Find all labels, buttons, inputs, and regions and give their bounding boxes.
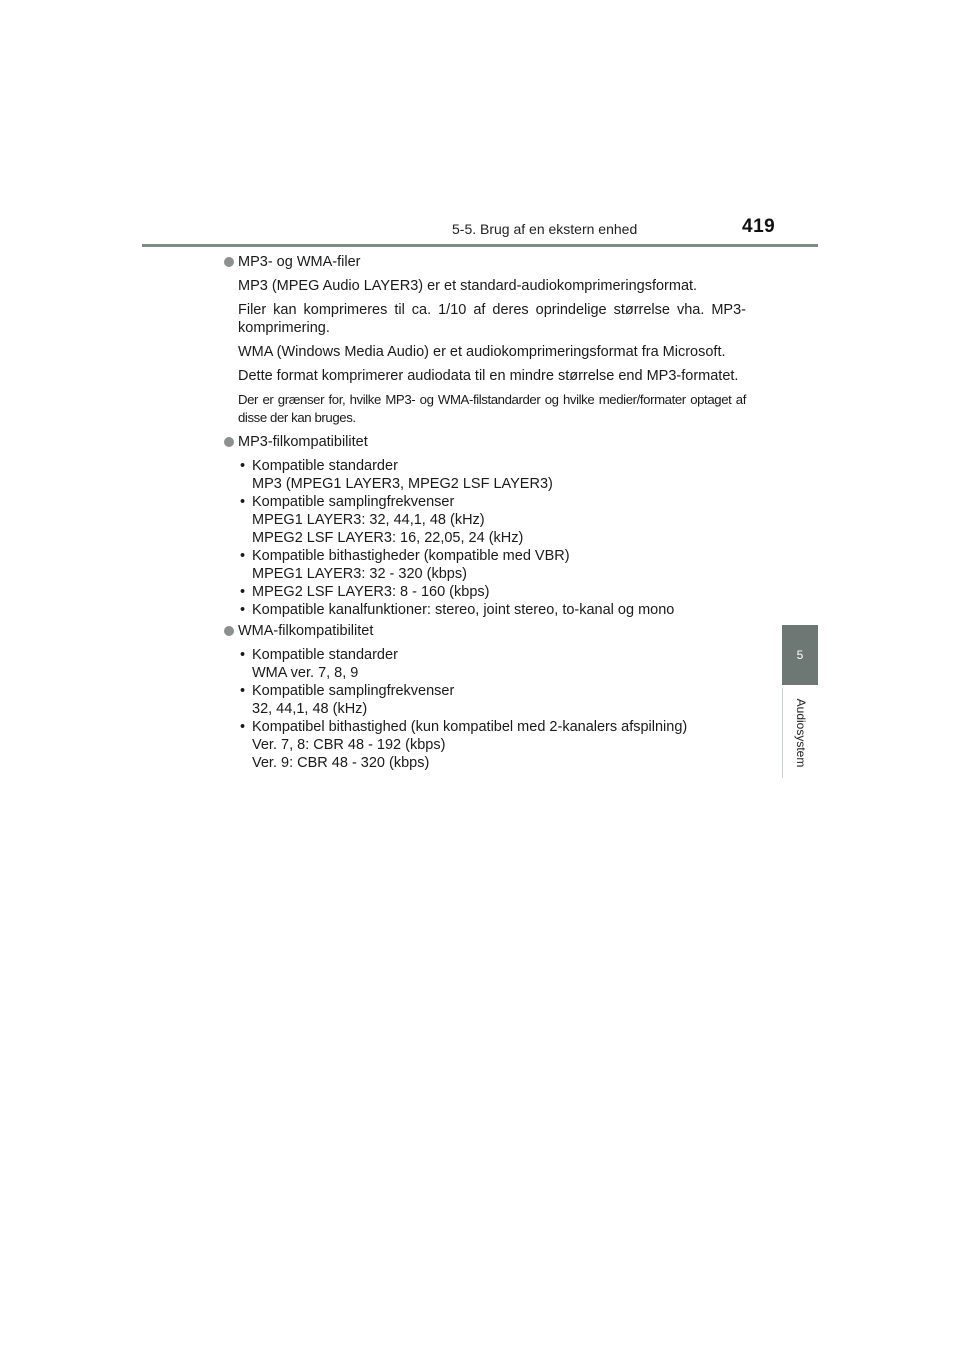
- bullet-icon: •: [240, 584, 246, 600]
- list-item: [238, 601, 746, 619]
- item-detail: 32, 44,1, 48 (kHz): [252, 701, 368, 717]
- item-detail: Ver. 7, 8: CBR 48 - 192 (kbps): [252, 737, 446, 753]
- item-detail: MPEG1 LAYER3: 32, 44,1, 48 (kHz): [252, 512, 485, 528]
- bullet-icon: •: [240, 719, 246, 735]
- list-item: [238, 493, 746, 547]
- item-label: Kompatibel bithastighed (kun kompatibel med 2-kanalers afspilning): [252, 719, 688, 735]
- item-label: Kompatible kanalfunktioner: stereo, joint stereo, to-kanal og mono: [252, 602, 675, 618]
- page-content: [224, 253, 746, 775]
- paragraph: Filer kan komprimeres til ca. 1/10 af deres oprindelige størrelse vha. MP3-komprimering.: [238, 302, 746, 336]
- paragraph: Der er grænser for, hvilke MP3- og WMA-filstandarder og hvilke medier/formater optaget af disse der kan bruges.: [238, 392, 746, 425]
- list-item: [238, 457, 746, 493]
- list-item: [238, 718, 746, 772]
- item-detail: Ver. 9: CBR 48 - 320 (kbps): [252, 755, 430, 771]
- section-title: 5-5. Brug af en ekstern enhed: [452, 221, 638, 237]
- section-heading-wma-compat: [224, 622, 746, 640]
- chapter-tab-label: [782, 688, 818, 778]
- bullet-icon: •: [240, 458, 246, 474]
- paragraph: MP3 (MPEG Audio LAYER3) er et standard-audiokomprimeringsformat.: [238, 278, 698, 294]
- mp3-compat-list: [238, 457, 746, 619]
- chapter-label-text: Audiosystem: [793, 698, 808, 768]
- circle-bullet-icon: [224, 437, 234, 447]
- list-item: [238, 583, 746, 601]
- header-divider: [142, 244, 818, 247]
- item-detail: MPEG2 LSF LAYER3: 16, 22,05, 24 (kHz): [252, 530, 524, 546]
- circle-bullet-icon: [224, 257, 234, 267]
- bullet-icon: •: [240, 683, 246, 699]
- list-item: [238, 646, 746, 682]
- bullet-icon: •: [240, 494, 246, 510]
- item-label: Kompatible samplingfrekvenser: [252, 494, 455, 510]
- page-number: 419: [742, 216, 776, 237]
- item-label: Kompatible bithastigheder (kompatible med VBR): [252, 548, 570, 564]
- item-label: Kompatible standarder: [252, 458, 398, 474]
- item-label: Kompatible standarder: [252, 647, 398, 663]
- bullet-icon: •: [240, 548, 246, 564]
- wma-compat-list: [238, 646, 746, 772]
- item-label: MPEG2 LSF LAYER3: 8 - 160 (kbps): [252, 584, 490, 600]
- chapter-tab-number: 5: [782, 625, 818, 685]
- bullet-icon: •: [240, 647, 246, 663]
- circle-bullet-icon: [224, 626, 234, 636]
- section-heading-mp3-wma: [224, 253, 746, 271]
- item-label: Kompatible samplingfrekvenser: [252, 683, 455, 699]
- heading-text: MP3-filkompatibilitet: [238, 434, 368, 450]
- bullet-icon: •: [240, 602, 246, 618]
- section-heading-mp3-compat: [224, 433, 746, 451]
- list-item: [238, 682, 746, 718]
- paragraph: Dette format komprimerer audiodata til en mindre størrelse end MP3-formatet.: [238, 368, 739, 384]
- item-detail: MPEG1 LAYER3: 32 - 320 (kbps): [252, 566, 467, 582]
- paragraph: WMA (Windows Media Audio) er et audiokomprimeringsformat fra Microsoft.: [238, 344, 726, 360]
- item-detail: MP3 (MPEG1 LAYER3, MPEG2 LSF LAYER3): [252, 476, 553, 492]
- item-detail: WMA ver. 7, 8, 9: [252, 665, 359, 681]
- list-item: [238, 547, 746, 583]
- heading-text: WMA-filkompatibilitet: [238, 623, 374, 639]
- heading-text: MP3- og WMA-filer: [238, 254, 361, 270]
